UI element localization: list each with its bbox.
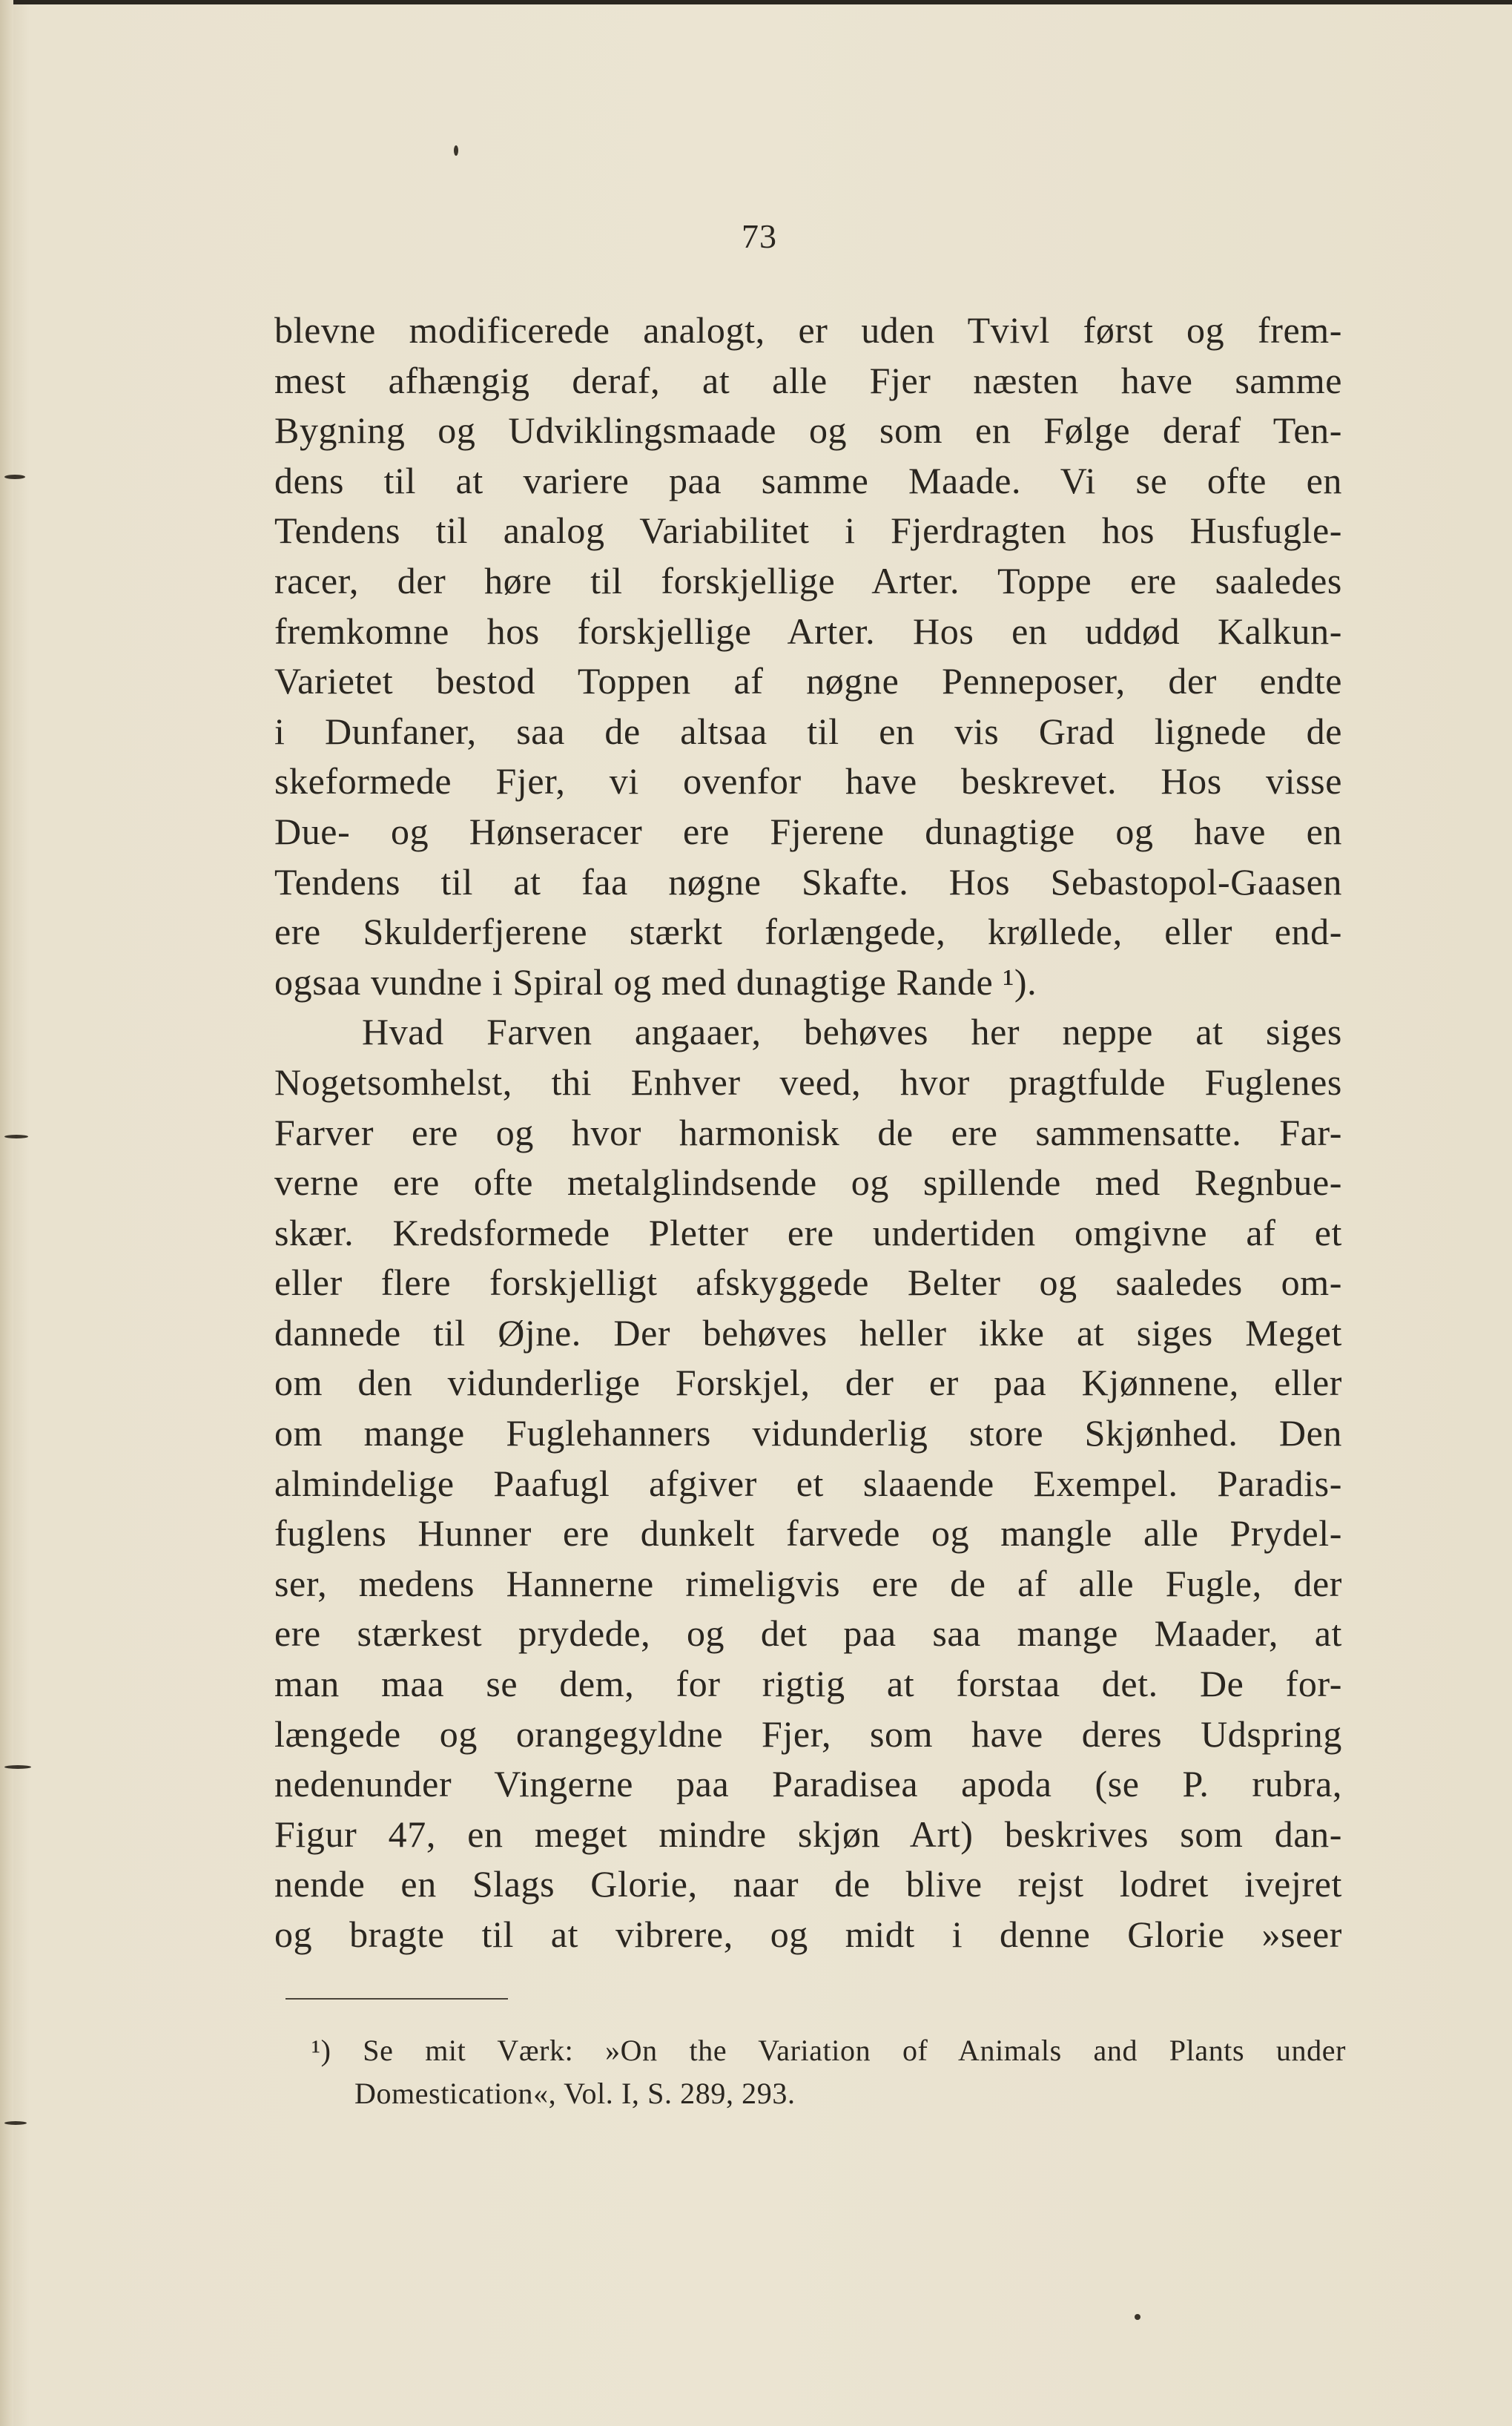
page-binding-edge	[0, 0, 13, 2426]
text-line: racer, der høre til forskjellige Arter. Toppe ere saaledes	[274, 559, 1342, 601]
text-line: Tendens til analog Variabilitet i Fjerdragten hos Husfugle-	[274, 510, 1342, 552]
text-line: Figur 47, en meget mindre skjøn Art) beskrives som dan-	[274, 1813, 1342, 1855]
text-line: Bygning og Udviklingsmaade og som en Følge deraf Ten-	[274, 409, 1342, 452]
text-line: Tendens til at faa nøgne Skafte. Hos Sebastopol-Gaasen	[274, 860, 1342, 903]
text-line: almindelige Paafugl afgiver et slaaende Exempel. Paradis-	[274, 1462, 1342, 1504]
footnote-divider	[285, 1998, 508, 2000]
text-line: længede og orangegyldne Fjer, som have deres Udspring	[274, 1713, 1342, 1755]
text-line: og bragte til at vibrere, og midt i denne Glorie »seer	[274, 1914, 1342, 1955]
ink-speck	[1135, 2314, 1140, 2320]
ink-speck	[4, 2121, 27, 2125]
footnote	[311, 2029, 1346, 2115]
text-line: om den vidunderlige Forskjel, der er paa Kjønnene, eller	[274, 1362, 1342, 1404]
page-number: 73	[742, 217, 777, 255]
text-line: nedenunder Vingerne paa Paradisea apoda (se P. rubra,	[274, 1763, 1342, 1805]
ink-speck	[4, 475, 25, 479]
text-line: mest afhængig deraf, at alle Fjer næsten have samme	[274, 359, 1342, 401]
body-text	[274, 306, 1342, 1960]
text-line: Due- og Hønseracer ere Fjerene dunagtige og have en	[274, 810, 1342, 852]
text-line: eller flere forskjelligt afskyggede Belter og saaledes om-	[274, 1262, 1342, 1304]
text-line: nende en Slags Glorie, naar de blive rejst lodret ivejret	[274, 1863, 1342, 1905]
text-line: i Dunfaner, saa de altsaa til en vis Grad lignede de	[274, 710, 1342, 752]
page-top-edge	[0, 0, 1512, 4]
footnote-line: Domestication«, Vol. I, S. 289, 293.	[354, 2077, 796, 2110]
text-line: Varietet bestod Toppen af nøgne Penneposer, der endte	[274, 660, 1342, 702]
text-line: dens til at variere paa samme Maade. Vi se ofte en	[274, 459, 1342, 501]
text-line: Farver ere og hvor harmonisk de ere sammensatte. Far-	[274, 1111, 1342, 1153]
text-line: Nogetsomhelst, thi Enhver veed, hvor pragtfulde Fuglenes	[274, 1061, 1342, 1103]
text-line: ser, medens Hannerne rimeligvis ere de af alle Fugle, der	[274, 1562, 1342, 1604]
text-line: man maa se dem, for rigtig at forstaa det. De for-	[274, 1663, 1342, 1705]
text-line: skeformede Fjer, vi ovenfor have beskrevet. Hos visse	[274, 760, 1342, 802]
text-line: om mange Fuglehanners vidunderlig store Skjønhed. Den	[274, 1412, 1342, 1454]
ink-speck	[4, 1135, 28, 1138]
text-line: Hvad Farven angaaer, behøves her neppe at siges	[362, 1011, 1342, 1053]
text-line: blevne modificerede analogt, er uden Tvivl først og frem-	[274, 309, 1342, 351]
text-line: verne ere ofte metalglindsende og spillende med Regnbue-	[274, 1161, 1342, 1204]
text-line: fuglens Hunner ere dunkelt farvede og mangle alle Prydel-	[274, 1512, 1342, 1555]
footnote-line: ¹) Se mit Værk: »On the Variation of Animals and Plants under	[311, 2034, 1346, 2067]
ink-speck	[454, 145, 458, 156]
text-line: fremkomne hos forskjellige Arter. Hos en uddød Kalkun-	[274, 610, 1342, 652]
text-line: skær. Kredsformede Pletter ere undertiden omgivne af et	[274, 1211, 1342, 1253]
text-line: ere Skulderfjerene stærkt forlængede, krøllede, eller end-	[274, 911, 1342, 953]
text-line: ere stærkest prydede, og det paa saa mange Maader, at	[274, 1612, 1342, 1655]
ink-speck	[4, 1765, 31, 1769]
text-line: dannede til Øjne. Der behøves heller ikke at siges Meget	[274, 1311, 1342, 1354]
text-line: ogsaa vundne i Spiral og med dunagtige Rande ¹).	[274, 960, 1037, 1003]
